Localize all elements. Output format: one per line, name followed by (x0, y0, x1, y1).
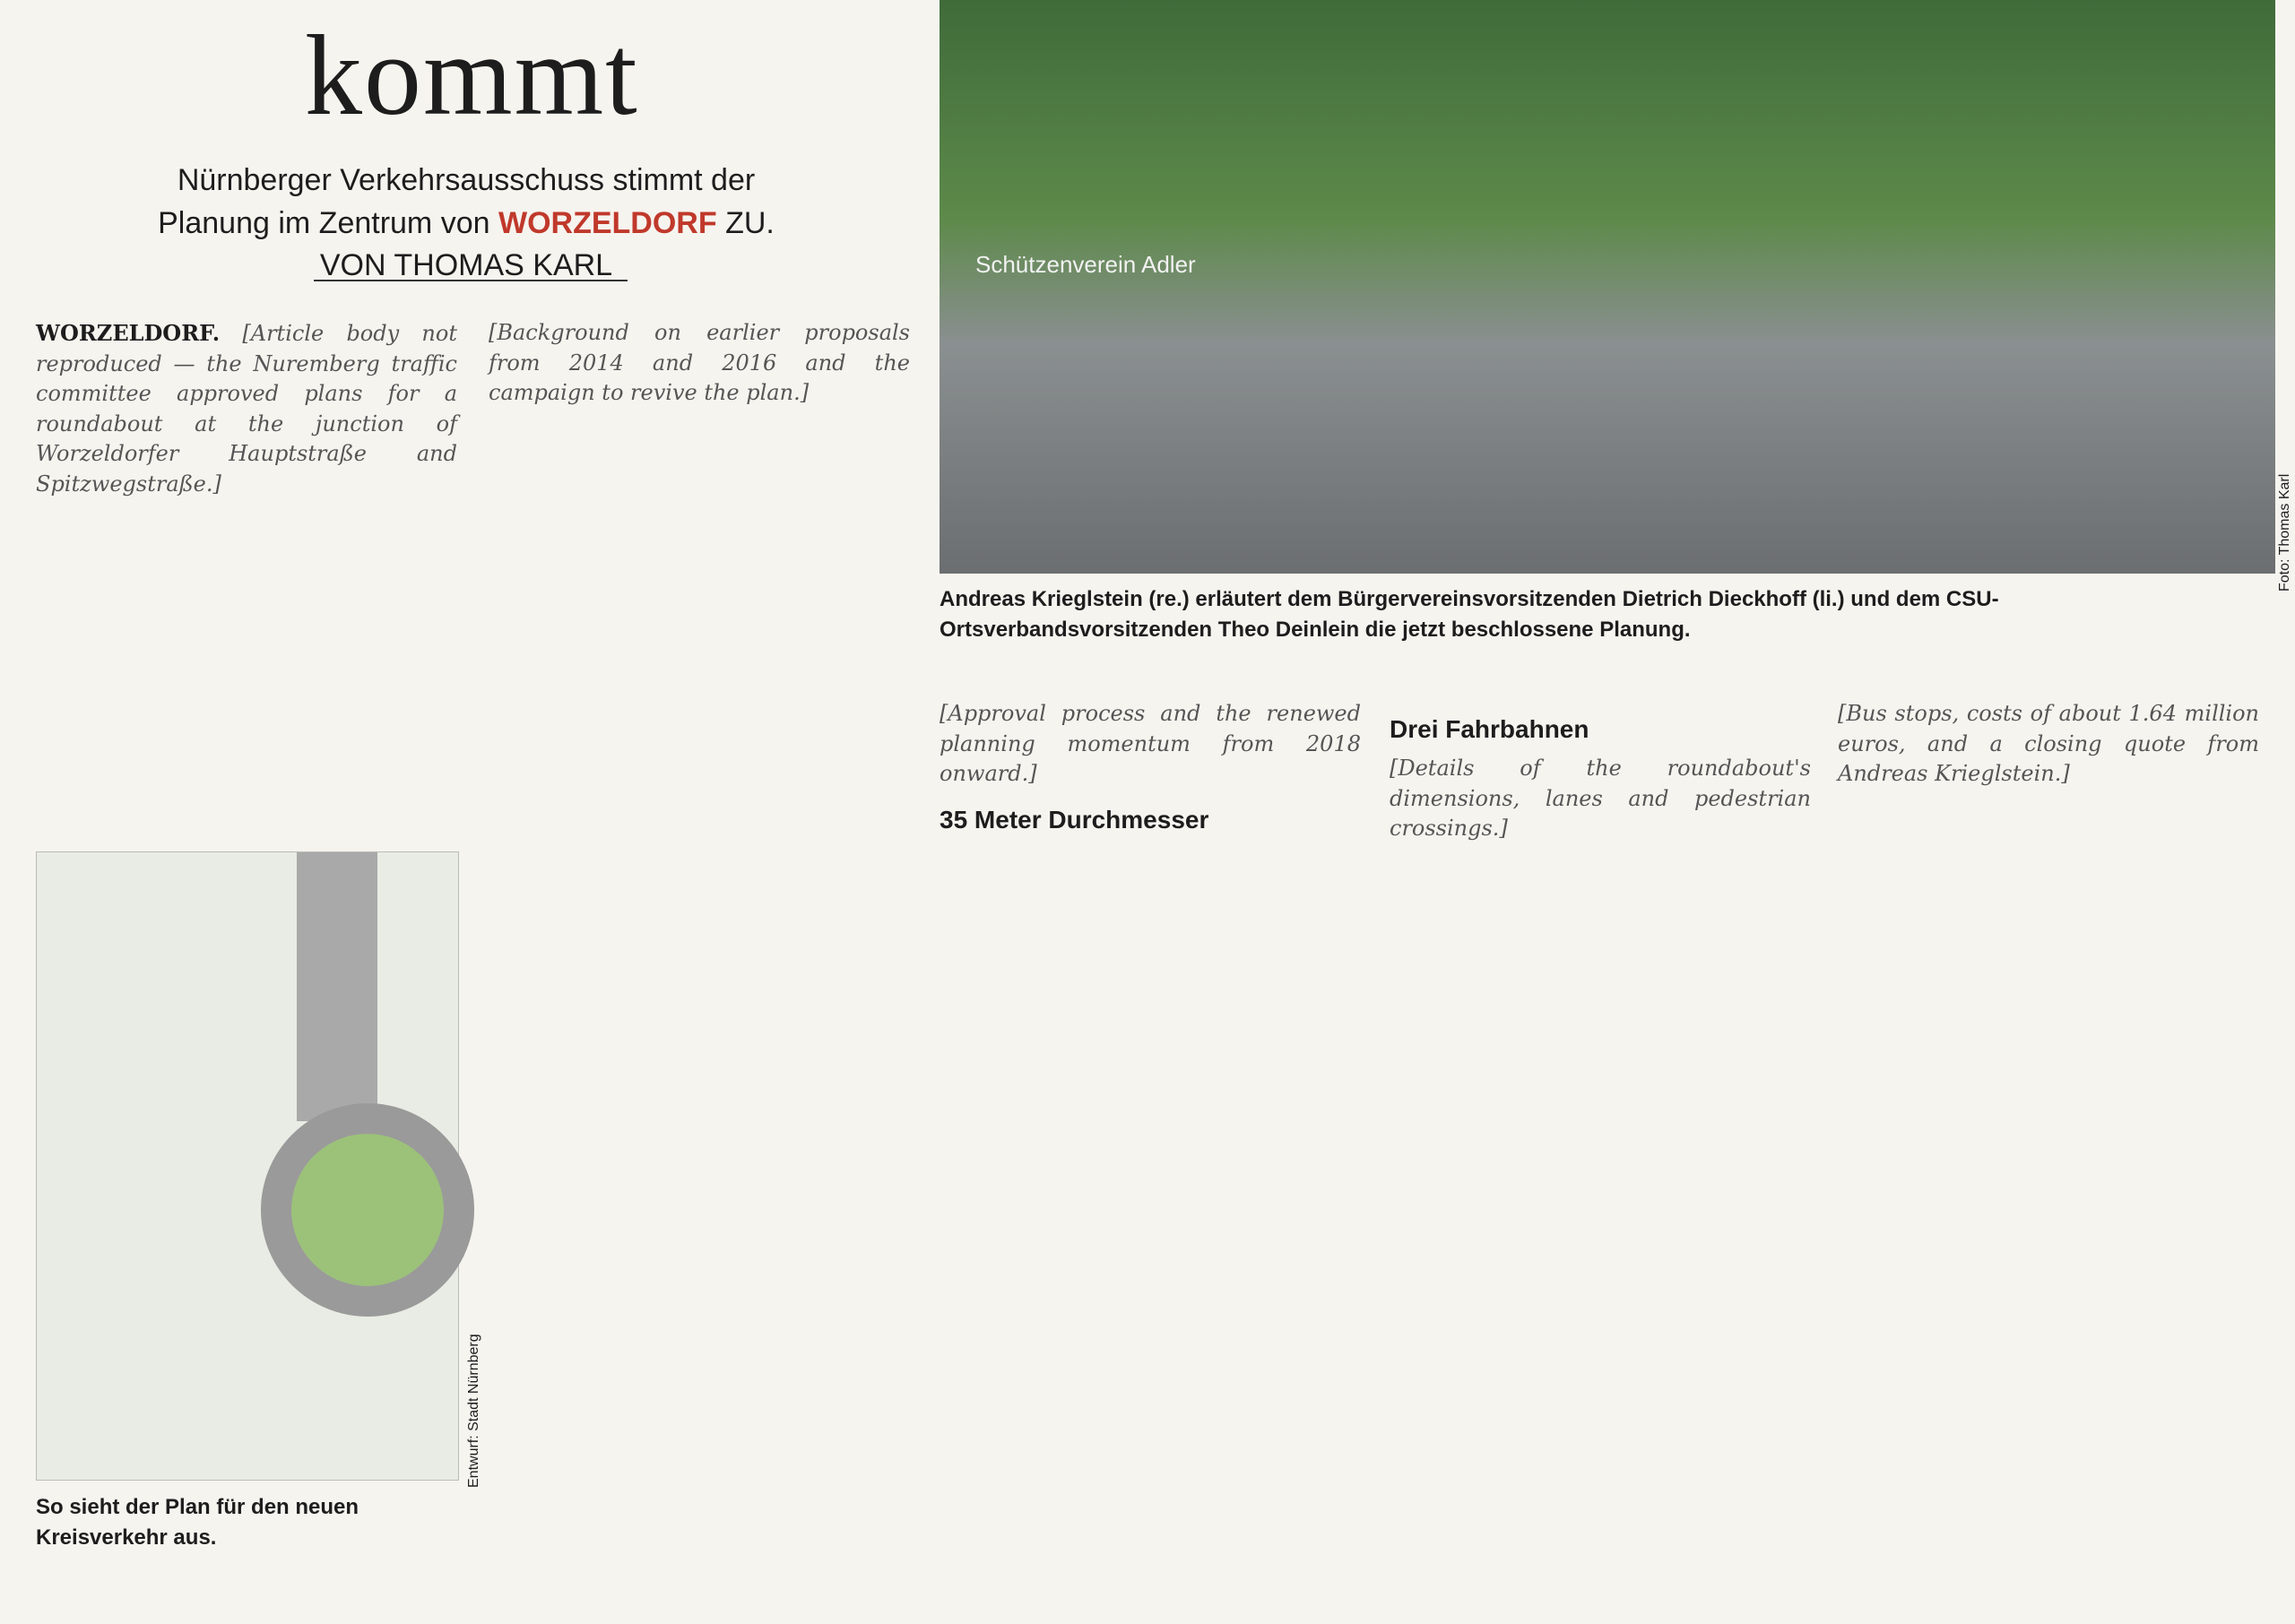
subheadline-place: WORZELDORF (498, 205, 717, 240)
plan-credit: Entwurf: Stadt Nürnberg (466, 1334, 481, 1488)
subheadline-tail: ZU. VON THOMAS KARL (319, 205, 775, 283)
summary-5: [Bus stops, costs of about 1.64 million euros, and a closing quote from Andreas Krieglstein.] (1838, 701, 2259, 787)
headline: kommt (305, 12, 639, 139)
col-1 (36, 318, 457, 500)
plan-caption: So sieht der Plan für den neuen Kreisverkehr aus. (36, 1495, 359, 1550)
summary-3: [Approval process and the renewed planning momentum from 2018 onward.] (940, 701, 1361, 787)
summary-1: [Article body not reproduced — the Nuremberg traffic committee approved plans for a roundabout at the junction of Worzeldorfer Hauptstraße and Spitzwegstraße.] (36, 321, 457, 497)
plan-road (297, 852, 377, 1121)
col-4 (1390, 699, 1811, 844)
photo-credit: Foto: Thomas Karl (2277, 473, 2292, 592)
subheadline (126, 160, 807, 288)
subheadline-lead: Nürnberger Verkehrsausschuss stimmt der Planung im Zentrum von (158, 163, 756, 240)
roundabout-plan (36, 851, 459, 1481)
summary-2: [Background on earlier proposals from 2014 and 2016 and the campaign to revive the plan.] (489, 320, 910, 406)
summary-4: [Details of the roundabout's dimensions, lanes and pedestrian crossings.] (1390, 756, 1811, 842)
col-5 (1838, 699, 2259, 790)
col-2 (489, 318, 910, 409)
dateline: WORZELDORF. (36, 320, 221, 346)
subhead-1: 35 Meter Durchmesser (940, 805, 1209, 834)
subhead-2: Drei Fahrbahnen (1390, 715, 1589, 743)
col-3 (940, 699, 1361, 844)
photo-caption: Andreas Krieglstein (re.) erläutert dem Bürgervereinsvorsitzenden Dietrich Dieckhoff (li.) und dem CSU-Ortsverbandsvorsitzenden Theo Deinlein die jetzt beschlossene Planung. (940, 587, 1999, 642)
plan-ring (261, 1103, 474, 1317)
divider (314, 280, 628, 281)
photo-sign-label: Schützenverein Adler (975, 251, 1196, 278)
article-photo (940, 0, 2275, 574)
